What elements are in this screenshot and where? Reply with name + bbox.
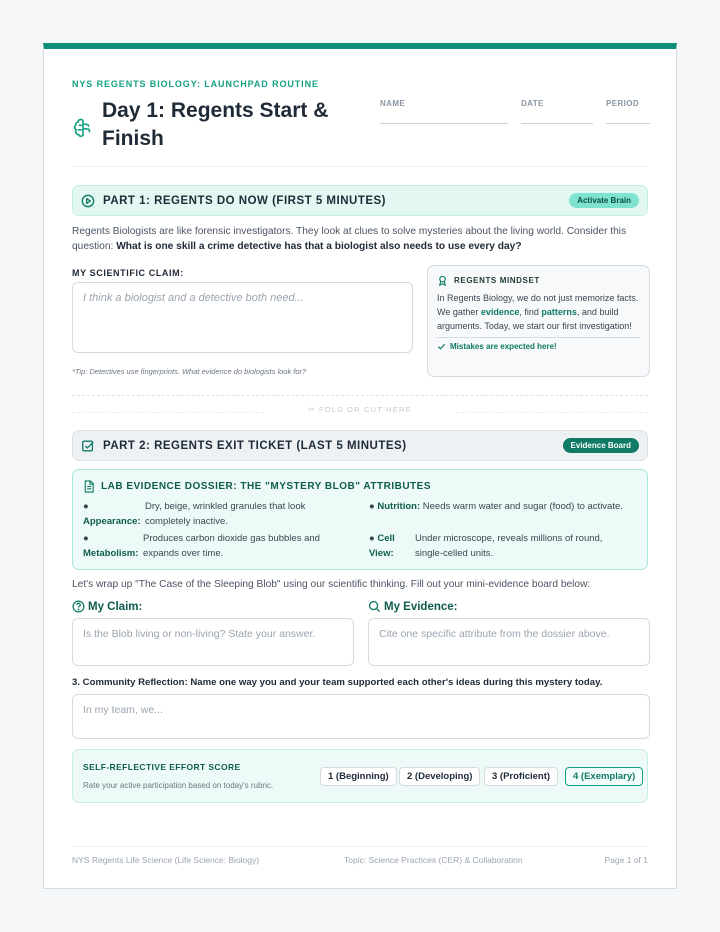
scissors-icon: ✂	[308, 405, 319, 414]
brain-icon	[72, 117, 94, 139]
score-option-exemplary[interactable]: 4 (Exemplary)	[565, 767, 643, 786]
mindset-divider	[437, 337, 640, 338]
footer-divider	[72, 846, 648, 847]
nutrition-row: ● Nutrition: Needs warm water and sugar (food) to activate.	[369, 501, 623, 512]
activate-brain-badge: Activate Brain	[569, 193, 639, 208]
mindset-text	[437, 291, 640, 333]
worksheet-page	[43, 43, 677, 889]
my-evidence-heading	[368, 600, 458, 613]
score-option-developing[interactable]: 2 (Developing)	[399, 767, 480, 786]
appearance-text	[145, 500, 345, 529]
cell-view-value: Under microscope, reveals millions of round, single-celled units.	[415, 533, 603, 559]
date-field[interactable]	[521, 99, 593, 124]
period-line[interactable]	[606, 123, 650, 124]
intro-question: What is one skill a crime detective has that a biologist also needs to use every day?	[116, 240, 522, 252]
fold-text: FOLD OR CUT HERE	[318, 405, 412, 414]
part2-title: PART 2: REGENTS EXIT TICKET (LAST 5 MINUTES)	[103, 439, 407, 452]
my-evidence-input[interactable]	[368, 618, 650, 666]
claim-heading: MY SCIENTIFIC CLAIM:	[72, 268, 184, 278]
footer-topic: Topic: Science Practices (CER) & Collaboration	[344, 855, 523, 865]
cell-view-text	[415, 532, 620, 561]
intro-text: Regents Biologists are like forensic investigators. They look at clues to solve mysteries about the living world. Consider this question:	[72, 226, 627, 252]
evidence-board-badge: Evidence Board	[563, 438, 639, 453]
eyebrow: NYS REGENTS BIOLOGY: LAUNCHPAD ROUTINE	[72, 79, 319, 89]
part1-header	[72, 185, 648, 216]
community-reflection-label: 3. Community Reflection: Name one way you and your team supported each other's ideas during this mystery today.	[72, 677, 603, 688]
my-evidence-placeholder: Cite one specific attribute from the dossier above.	[379, 628, 610, 640]
keyword-patterns: patterns	[541, 307, 577, 317]
scientific-claim-input[interactable]	[72, 282, 413, 353]
fold-line	[72, 395, 648, 396]
mindset-footer: Mistakes are expected here!	[450, 342, 557, 351]
regents-mindset-card	[427, 265, 650, 377]
metabolism-label-text: Metabolism:	[83, 547, 139, 559]
check-icon	[437, 342, 446, 351]
play-circle-icon	[81, 194, 95, 208]
keyword-evidence: evidence	[480, 307, 520, 317]
appearance-value: Dry, beige, wrinkled granules that look completely inactive.	[145, 501, 306, 527]
part1-title: PART 1: REGENTS DO NOW (FIRST 5 MINUTES)	[103, 194, 387, 207]
document-icon	[83, 480, 95, 493]
my-claim-placeholder: Is the Blob living or non-living? State your answer.	[83, 628, 316, 640]
appearance-label: ● Appearance:	[83, 501, 141, 527]
nutrition-label: Nutrition:	[377, 501, 421, 512]
mindset-text-b: , find	[519, 307, 542, 317]
nutrition-value: Needs warm water and sugar (food) to activate.	[422, 501, 623, 512]
name-field[interactable]	[380, 99, 508, 124]
cell-view-label-text: Cell View:	[369, 533, 395, 559]
score-subtitle: Rate your active participation based on today's rubric.	[83, 781, 274, 790]
reflection-placeholder: In my team, we...	[83, 704, 163, 716]
checkbox-icon	[81, 439, 95, 453]
score-option-proficient[interactable]: 3 (Proficient)	[484, 767, 558, 786]
award-icon	[437, 275, 448, 286]
header-divider	[72, 166, 648, 167]
my-claim-label: My Claim:	[88, 600, 143, 613]
score-option-beginning[interactable]: 1 (Beginning)	[320, 767, 397, 786]
dossier-title: LAB EVIDENCE DOSSIER: THE "MYSTERY BLOB" ATTRIBUTES	[101, 481, 432, 492]
metabolism-text	[143, 532, 343, 561]
footer-page: Page 1 of 1	[604, 855, 648, 865]
effort-score-panel	[72, 749, 648, 803]
fold-label	[72, 405, 648, 414]
wrap-up-text: Let's wrap up "The Case of the Sleeping Blob" using our scientific thinking. Fill out your mini-evidence board below:	[72, 579, 591, 590]
claim-placeholder: I think a biologist and a detective both need...	[83, 292, 304, 304]
my-claim-input[interactable]	[72, 618, 354, 666]
date-label: DATE	[521, 99, 544, 108]
mindset-text-c: , and build arguments. Today, we start our first investigation!	[437, 307, 632, 331]
evidence-dossier	[72, 469, 648, 570]
my-evidence-label: My Evidence:	[384, 600, 458, 613]
tip-text: *Tip: Detectives use fingerprints. What evidence do biologists look for?	[72, 367, 307, 376]
page-title: Day 1: Regents Start & Finish	[102, 99, 329, 150]
part2-header	[72, 430, 648, 461]
part1-intro	[72, 225, 648, 254]
mindset-title: REGENTS MINDSET	[454, 276, 540, 285]
name-label: NAME	[380, 99, 406, 108]
period-field[interactable]	[606, 99, 650, 124]
metabolism-value: Produces carbon dioxide gas bubbles and expands over time.	[143, 533, 320, 559]
mindset-text-a: In Regents Biology, we do not just memorize facts. We gather	[437, 293, 639, 317]
score-title: SELF-REFLECTIVE EFFORT SCORE	[83, 762, 241, 772]
my-claim-heading	[72, 600, 142, 613]
date-line[interactable]	[521, 123, 593, 124]
question-circle-icon	[72, 600, 85, 613]
cell-view-label: ● Cell View:	[369, 533, 395, 559]
appearance-label-text: Appearance:	[83, 515, 141, 527]
period-label: PERIOD	[606, 99, 640, 108]
community-reflection-input[interactable]	[72, 694, 650, 739]
name-line[interactable]	[380, 123, 508, 124]
search-icon	[368, 600, 381, 613]
metabolism-label: ● Metabolism:	[83, 533, 139, 559]
footer-course: NYS Regents Life Science (Life Science: Biology)	[72, 855, 260, 865]
